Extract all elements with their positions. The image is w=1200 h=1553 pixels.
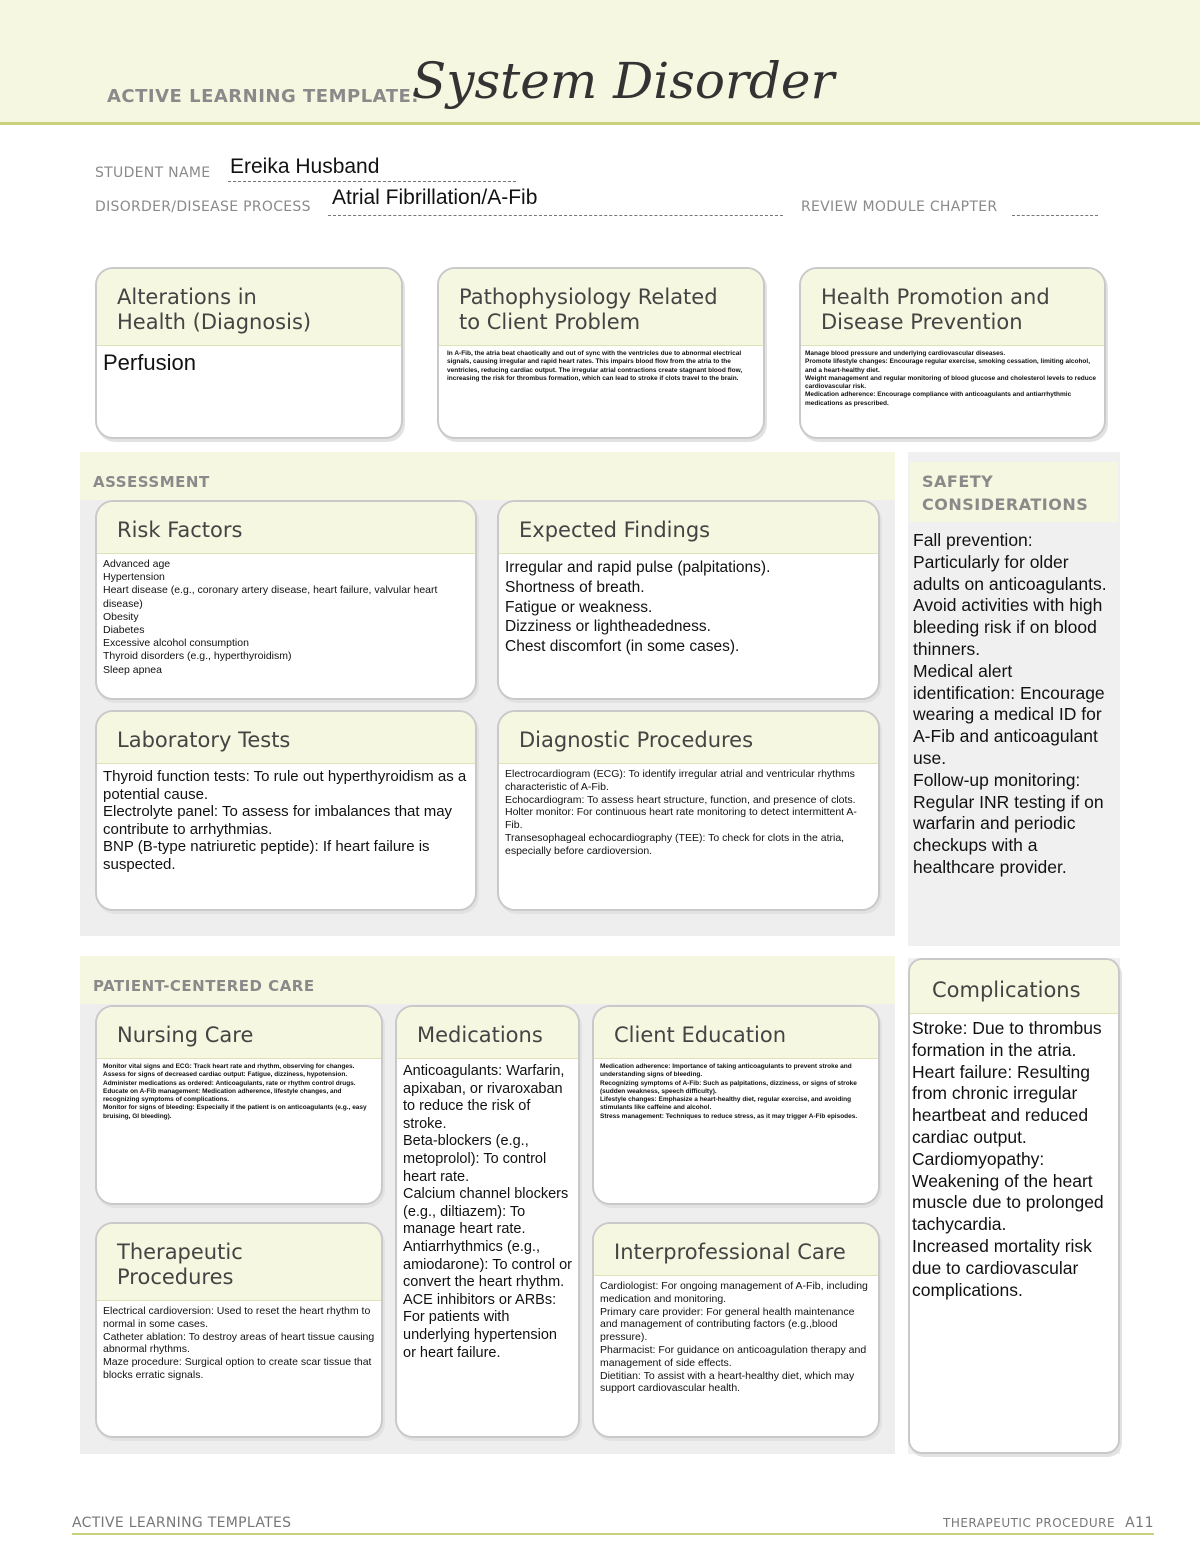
complications-box [908,958,1120,1454]
diagnostic-procedures-title: Diagnostic Procedures [499,712,878,764]
safety-body: Fall prevention: Particularly for older adults on anticoagulants. Avoid activities with high bleeding risk if on blood thinners. Medical alert identification: Encourage wearing a medical ID for A-Fib and anticoagulant use. Follow-up monitoring: Regular INR testing if on warfarin and periodic checkups with a healthcare provider. [913,530,1107,877]
pathophysiology-title: Pathophysiology Related to Client Problem [439,269,763,346]
therapeutic-procedures-body: Electrical cardioversion: Used to reset the heart rhythm to normal in some cases. Catheter ablation: To destroy areas of heart tissue causing abnormal rhythms. Maze procedure: Surgical option to create scar tissue that blocks erratic signals. [103,1305,375,1381]
risk-factors-box [95,500,477,700]
laboratory-tests-body: Thyroid function tests: To rule out hyperthyroidism as a potential cause. Electrolyte panel: To assess for imbalances that may contribute to arrhythmias. BNP (B-type natriuretic peptide): If heart failure is suspected. [103,768,467,873]
disorder-field[interactable]: Atrial Fibrillation/A-Fib [332,186,538,209]
nursing-care-body: Monitor vital signs and ECG: Track heart rate and rhythm, observing for changes. Assess for signs of decreased cardiac output: Fatigue, dizziness, hypotension. Administer medications as ordered: Anticoagulants, rate or rhythm control drugs. Educate on A-Fib management: Medication adherence, lifestyle changes, and recognizing symptoms of complications. Monitor for signs of bleeding: Especially if the patient is on anticoagulants (e.g., easy bruising, GI bleeding). [103,1063,367,1120]
footer-right-label [943,1515,1154,1531]
client-education-body: Medication adherence: Importance of taking anticoagulants to prevent stroke and understanding signs of bleeding. Recognizing symptoms of A-Fib: Such as palpitations, dizziness, or signs of stroke (sudden weakness, speech difficulty). Lifestyle changes: Emphasize a heart-healthy diet, regular exercise, and avoiding stimulants like caffeine and alcohol. Stress management: Techniques to reduce stress, as it may trigger A-Fib episodes. [600,1063,858,1120]
complications-body: Stroke: Due to thrombus formation in the atria. Heart failure: Resulting from chronic irregular heartbeat and reduced cardiac output. Cardiomyopathy: Weakening of the heart muscle due to prolonged tachycardia. Increased mortality risk due to cardiovascular complications. [912,1018,1104,1300]
nursing-care-title: Nursing Care [97,1007,381,1059]
assessment-title: ASSESSMENT [93,473,210,491]
diagnostic-procedures-box [497,710,880,911]
client-education-title: Client Education [594,1007,878,1059]
client-education-box [592,1005,880,1205]
student-name-field[interactable]: Ereika Husband [230,155,380,178]
alterations-body: Perfusion [103,350,196,375]
laboratory-tests-title: Laboratory Tests [97,712,475,764]
risk-factors-title: Risk Factors [97,502,475,554]
interprofessional-care-box [592,1222,880,1438]
footer-section-label: THERAPEUTIC PROCEDURE [943,1516,1116,1530]
template-label: ACTIVE LEARNING TEMPLATE: [107,86,419,107]
patient-centered-care-title: PATIENT-CENTERED CARE [93,977,315,995]
footer-left-label: ACTIVE LEARNING TEMPLATES [72,1515,292,1531]
interprofessional-care-title: Interprofessional Care [594,1224,878,1276]
student-name-label: STUDENT NAME [95,165,211,181]
risk-factors-body: Advanced age Hypertension Heart disease (e.g., coronary artery disease, heart failure, valvular heart disease) Obesity Diabetes Excessive alcohol consumption Thyroid disorders (e.g., hyperthyroidism) Sleep apnea [103,558,438,676]
footer-rule [72,1533,1154,1535]
medications-box [395,1005,580,1438]
interprofessional-care-body: Cardiologist: For ongoing management of A-Fib, including medication and monitoring. Primary care provider: For general health maintenance and management of contributing factors (e.g.,blood pressure). Pharmacist: For guidance on anticoagulation therapy and management of side effects. Dietitian: To assist with a heart-healthy diet, which may support cardiovascular health. [600,1280,868,1395]
health-promotion-title: Health Promotion and Disease Prevention [801,269,1104,346]
alterations-title: Alterations in Health (Diagnosis) [97,269,401,346]
medications-body: Anticoagulants: Warfarin, apixaban, or rivaroxaban to reduce the risk of stroke. Beta-blockers (e.g., metoprolol): To control heart rate. Calcium channel blockers (e.g., diltiazem): To manage heart rate. Antiarrhythmics (e.g., amiodarone): To control or convert the heart rhythm. ACE inhibitors or ARBs: For patients with underlying hypertension or heart failure. [403,1063,572,1361]
diagnostic-procedures-body: Electrocardiogram (ECG): To identify irregular atrial and ventricular rhythms characteristic of A-Fib. Echocardiogram: To assess heart structure, function, and presence of clots. Holter monitor: For continuous heart rate monitoring to detect intermittent A-Fib. Transesophageal echocardiography (TEE): To check for clots in the atria, especially before cardioversion. [505,768,857,857]
medications-title: Medications [397,1007,578,1059]
review-module-field[interactable] [1012,200,1098,216]
pathophysiology-body: In A-Fib, the atria beat chaotically and out of sync with the ventricles due to abnormal electrical signals, causing irregular and rapid heart rates. This impairs blood flow from the atria to the ventricles, reducing cardiac output. The irregular atrial contractions create stagnant blood flow, increasing the risk for thrombus formation, which can lead to stroke if clots travel to the brain. [447,350,743,382]
nursing-care-box [95,1005,383,1205]
therapeutic-procedures-box [95,1222,383,1438]
disorder-label: DISORDER/DISEASE PROCESS [95,199,311,215]
alterations-box [95,267,403,439]
footer-page-number: A11 [1125,1515,1154,1531]
health-promotion-box [799,267,1106,439]
template-title: System Disorder [412,52,835,110]
pathophysiology-box [437,267,765,439]
expected-findings-body: Irregular and rapid pulse (palpitations). Shortness of breath. Fatigue or weakness. Dizziness or lightheadedness. Chest discomfort (in some cases). [505,559,771,656]
laboratory-tests-box [95,710,477,911]
safety-title: SAFETY CONSIDERATIONS [910,462,1118,522]
complications-title: Complications [910,960,1118,1014]
review-module-label: REVIEW MODULE CHAPTER [801,199,998,215]
health-promotion-body: Manage blood pressure and underlying cardiovascular diseases. Promote lifestyle changes: Encourage regular exercise, smoking cessation, limiting alcohol, and a heart-healthy diet. Weight management and regular monitoring of blood glucose and cholesterol levels to reduce cardiovascular risk. Medication adherence: Encourage compliance with anticoagulants and antiarrhythmic medications as prescribed. [805,350,1096,407]
therapeutic-procedures-title: Therapeutic Procedures [97,1224,381,1301]
expected-findings-box [497,500,880,700]
expected-findings-title: Expected Findings [499,502,878,554]
